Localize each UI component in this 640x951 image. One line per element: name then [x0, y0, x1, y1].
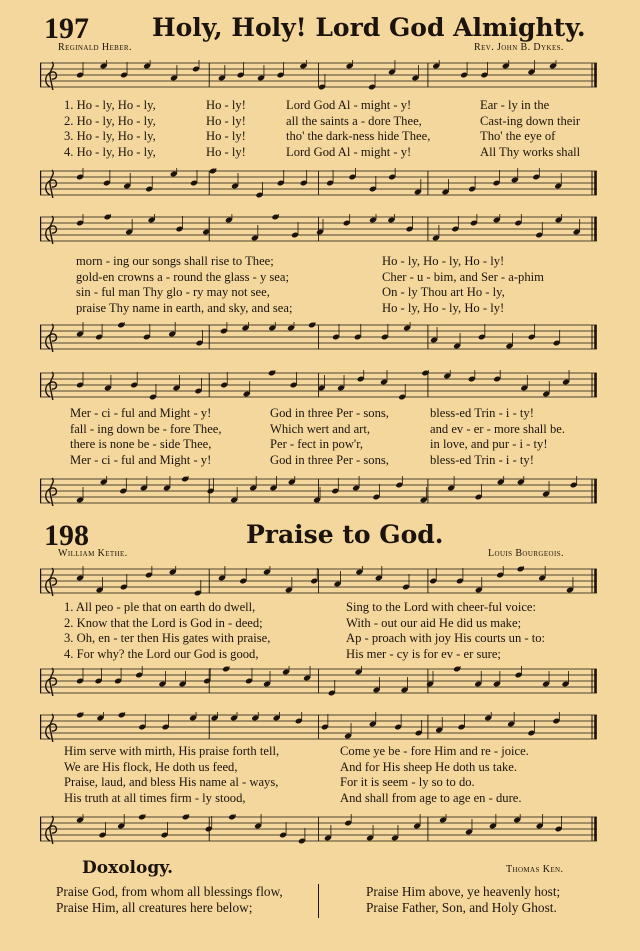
- treble-staff: [40, 566, 597, 596]
- hymn-words-credit: William Kethe.: [58, 548, 128, 559]
- treble-staff: [40, 370, 597, 400]
- bass-staff: [40, 322, 597, 352]
- bass-staff: [40, 476, 597, 506]
- verse-line: morn - ing our songs shall rise to Thee; Ho - ly, Ho - ly, Ho - ly!: [76, 254, 505, 268]
- doxology-right-stanza: [366, 884, 560, 916]
- doxology-line: Praise Father, Son, and Holy Ghost.: [366, 900, 557, 915]
- hymn-number: 198: [44, 519, 89, 552]
- treble-staff: [40, 214, 597, 244]
- bass-staff: [40, 814, 597, 844]
- verse-line: gold-en crowns a - round the glass - y sea; Cher - u - bim, and Ser - a-phim: [76, 269, 544, 284]
- verse-line: 2. Know that the Lord is God in - deed; With - out our aid He did us make;: [64, 615, 522, 630]
- hymn-words-credit: Reginald Heber.: [58, 42, 132, 53]
- verse-line: We are His flock, He doth us feed, And for His sheep He doth us take.: [64, 759, 517, 774]
- doxology-left-stanza: [56, 884, 283, 916]
- bass-staff: [40, 168, 597, 198]
- verse-line: Him serve with mirth, His praise forth tell, Come ye be - fore Him and re - joice.: [64, 744, 529, 758]
- verse-line: fall - ing down be - fore Thee, Which wert and art, and ev - er - more shall be.: [70, 421, 565, 436]
- verse-line: 4. Ho - ly, Ho - ly, Ho - ly! Lord God Al - might - y! All Thy works shall: [64, 144, 581, 159]
- treble-staff: [40, 712, 597, 742]
- bass-staff: [40, 666, 597, 696]
- verse-line: Mer - ci - ful and Might - y! God in three Per - sons, bless-ed Trin - i - ty!: [70, 406, 534, 420]
- doxology-title: Doxology.: [82, 858, 174, 878]
- verse-block: [40, 744, 597, 806]
- hymn-title: Praise to God.: [246, 520, 444, 549]
- verse-line: 1. All peo - ple that on earth do dwell, Sing to the Lord with cheer-ful voice:: [64, 600, 537, 614]
- verse-block: [40, 406, 597, 468]
- doxology-line: Praise Him, all creatures here below;: [56, 900, 253, 915]
- doxology-author: Thomas Ken.: [506, 864, 564, 875]
- verse-line: His truth at all times firm - ly stood, And shall from age to age en - dure.: [64, 790, 522, 805]
- verse-block: [40, 98, 597, 160]
- verse-line: 2. Ho - ly, Ho - ly, Ho - ly! all the saints a - dore Thee, Cast-ing down their: [64, 113, 581, 128]
- verse-block: [40, 254, 597, 316]
- hymn-number: 197: [44, 12, 89, 45]
- treble-staff: [40, 60, 597, 90]
- hymn-music-credit: Rev. John B. Dykes.: [474, 42, 564, 53]
- verse-line: there is none be - side Thee, Per - fect in pow'r, in love, and pur - i - ty!: [70, 437, 548, 452]
- verse-line: 4. For why? the Lord our God is good, His mer - cy is for ev - er sure;: [64, 646, 501, 661]
- doxology-divider: [318, 884, 319, 918]
- verse-line: 3. Oh, en - ter then His gates with praise, Ap - proach with joy His courts un - to:: [64, 631, 546, 646]
- hymn-music-credit: Louis Bourgeois.: [488, 548, 564, 559]
- doxology-line: Praise God, from whom all blessings flow,: [56, 884, 283, 899]
- doxology-line: Praise Him above, ye heavenly host;: [366, 884, 561, 899]
- verse-line: praise Thy name in earth, and sky, and sea; Ho - ly, Ho - ly, Ho - ly!: [76, 300, 505, 315]
- verse-line: 3. Ho - ly, Ho - ly, Ho - ly! tho' the dark-ness hide Thee, Tho' the eye of: [64, 129, 556, 144]
- verse-line: sin - ful man Thy glo - ry may not see, On - ly Thou art Ho - ly,: [76, 285, 505, 300]
- verse-line: 1. Ho - ly, Ho - ly, Ho - ly! Lord God Al - might - y! Ear - ly in the: [64, 98, 550, 112]
- verse-line: Praise, laud, and bless His name al - ways, For it is seem - ly so to do.: [64, 775, 475, 790]
- verse-block: [40, 600, 597, 662]
- verse-line: Mer - ci - ful and Might - y! God in three Per - sons, bless-ed Trin - i - ty!: [70, 452, 534, 467]
- hymn-title: Holy, Holy! Lord God Almighty.: [152, 13, 586, 42]
